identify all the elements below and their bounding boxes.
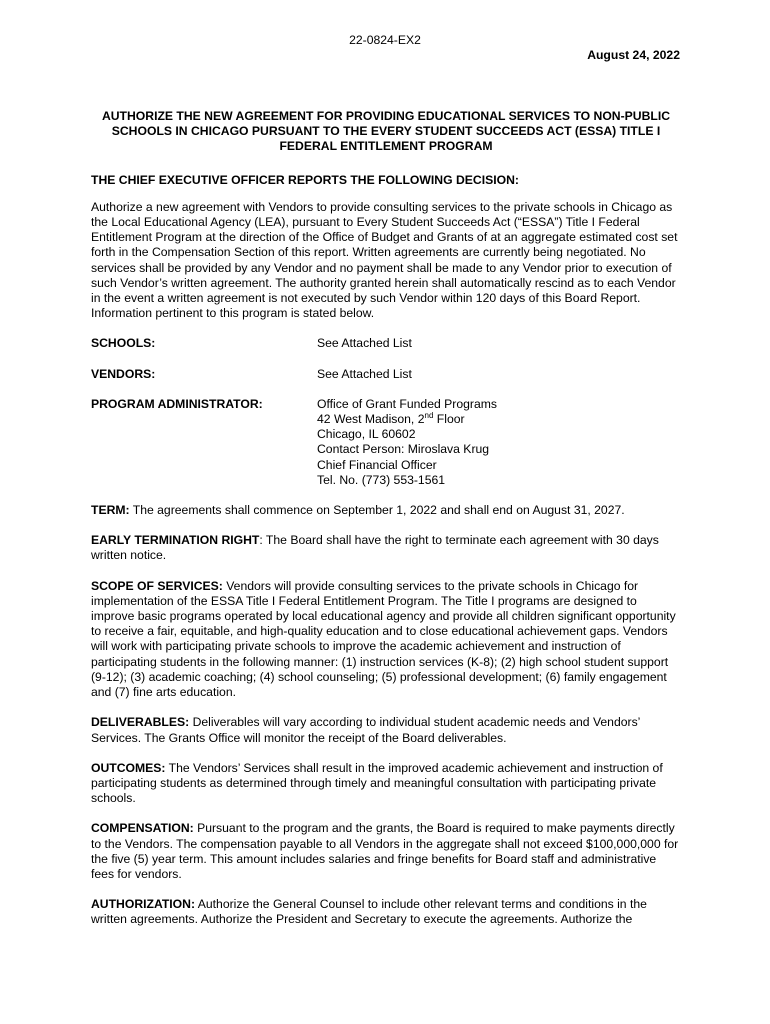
compensation-text: Pursuant to the program and the grants, the Board is required to make payments directly to the Vendors. The compensation payable to all Vendors in the aggregate shall not exceed $100,000,000 for the five (5) year term. This amount includes salaries and fringe benefits for Board staff and administrative fees for vendors. <box>91 821 679 881</box>
compensation-section <box>91 821 681 882</box>
schools-value: See Attached List <box>317 336 412 351</box>
outcomes-text: The Vendors’ Services shall result in the improved academic achievement and instruction of participating students as determined through timely and meaningful consultation with participating private schools. <box>91 760 663 806</box>
outcomes-label: OUTCOMES: <box>91 760 166 775</box>
admin-phone: Tel. No. (773) 553-1561 <box>317 472 446 487</box>
outcomes-section <box>91 761 681 807</box>
early-termination-section <box>91 533 681 563</box>
report-title: AUTHORIZE THE NEW AGREEMENT FOR PROVIDING EDUCATIONAL SERVICES TO NON-PUBLIC SCHOOLS IN CHICAGO PURSUANT TO THE EVERY STUDENT SUCCEEDS ACT (ESSA) TITLE I FEDERAL ENTITLEMENT PROGRAM <box>101 109 671 154</box>
admin-contact: Contact Person: Miroslava Krug <box>317 442 490 457</box>
authorization-text: Authorize the General Counsel to include other relevant terms and conditions in the written agreements. Authorize the President and Secretary to execute the agreements. Authorize the <box>91 897 647 927</box>
scope-label: SCOPE OF SERVICES: <box>91 578 223 593</box>
program-administrator-address <box>317 397 681 488</box>
term-section <box>91 503 681 518</box>
schools-label: SCHOOLS: <box>91 336 156 351</box>
deliverables-label: DELIVERABLES: <box>91 715 190 730</box>
program-administrator-label: PROGRAM ADMINISTRATOR: <box>91 396 263 411</box>
program-administrator-row <box>91 397 681 488</box>
early-termination-label: EARLY TERMINATION RIGHT <box>91 533 260 548</box>
document-id: 22-0824-EX2 <box>349 33 421 47</box>
admin-street: 42 West Madison, 2nd Floor <box>317 410 465 427</box>
authorization-label: AUTHORIZATION: <box>91 897 196 912</box>
deliverables-text: Deliverables will vary according to individual student academic needs and Vendors’ Services. The Grants Office will monitor the receipt of the Board deliverables. <box>91 715 640 745</box>
deliverables-section <box>91 715 681 745</box>
document-body <box>91 109 681 928</box>
schools-row <box>91 336 681 351</box>
intro-paragraph: Authorize a new agreement with Vendors to provide consulting services to the private schools in Chicago as the Local Educational Agency (LEA), pursuant to Every Student Succeeds Act (“ESSA”) Title I Federal Entitlement Program at the direction of the Office of Budget and Grants of at an aggregate estimated cost set forth in the Compensation Section of this report. Written agreements are currently being negotiated. No services shall be provided by any Vendor and no payment shall be made to any Vendor prior to execution of such Vendor’s written agreement. The authority granted herein shall automatically rescind as to each Vendor in the event a written agreement is not executed by such Vendor within 120 days of this Board Report. Information pertinent to this program is stated below. <box>91 199 678 321</box>
decision-heading: THE CHIEF EXECUTIVE OFFICER REPORTS THE FOLLOWING DECISION: <box>91 172 519 187</box>
vendors-label: VENDORS: <box>91 366 156 381</box>
scope-text: Vendors will provide consulting services to the private schools in Chicago for implementation of the ESSA Title I Federal Entitlement Program. The Title I programs are designed to improve basic programs operated by local educational agency and provide all children significant opportunity to receive a fair, equitable, and high-quality education and to close educational achievement gaps. Vendors will work with participating private schools to improve the academic achievement and instruction of participating students in the following manner: (1) instruction services (K-8); (2) high school student support (9-12); (3) academic coaching; (4) school counseling; (5) professional development; (6) family engagement and (7) fine arts education. <box>91 578 676 700</box>
admin-contact-title: Chief Financial Officer <box>317 457 437 472</box>
term-label: TERM: <box>91 503 130 518</box>
authorization-section <box>91 897 681 927</box>
report-date: August 24, 2022 <box>587 48 680 62</box>
admin-office: Office of Grant Funded Programs <box>317 396 497 411</box>
compensation-label: COMPENSATION: <box>91 821 194 836</box>
early-termination-text: : The Board shall have the right to terminate each agreement with 30 days written notice. <box>91 533 659 563</box>
admin-city: Chicago, IL 60602 <box>317 427 416 442</box>
term-text: The agreements shall commence on September 1, 2022 and shall end on August 31, 2027. <box>129 503 625 518</box>
vendors-row <box>91 367 681 382</box>
scope-section <box>91 579 681 701</box>
vendors-value: See Attached List <box>317 366 412 381</box>
